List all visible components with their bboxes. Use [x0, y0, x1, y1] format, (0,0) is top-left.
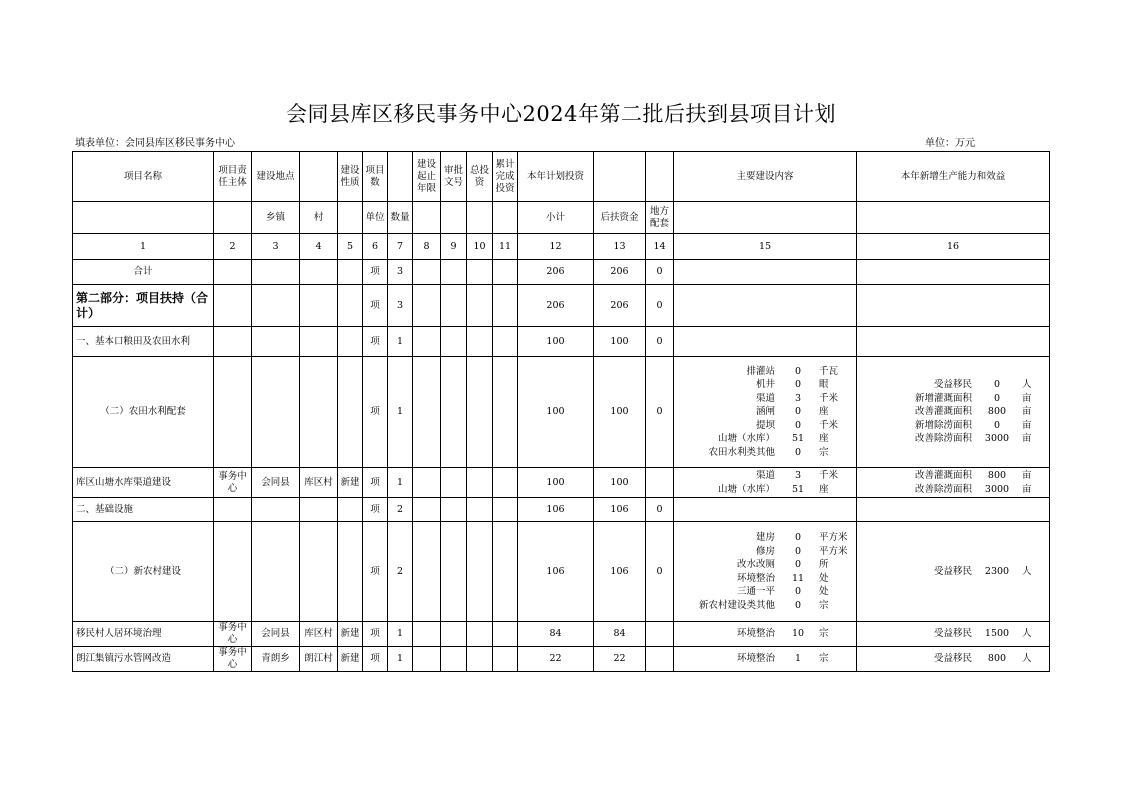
content-unit: 处 [819, 572, 829, 584]
row-subtotal: 100 [518, 468, 594, 498]
content-value: 3 [794, 470, 802, 481]
row-name: 朗江集镇污水管网改造 [73, 647, 214, 672]
benefit-unit: 亩 [1022, 470, 1032, 481]
row-village: 库区村 [300, 468, 338, 498]
content-value: 0 [794, 586, 802, 597]
row-unit: 项 [363, 522, 388, 622]
benefit-value: 800 [987, 653, 1007, 665]
content-item: 环境整治 [736, 572, 775, 584]
content-unit: 千米 [819, 392, 839, 404]
benefit-item: 改善灌溉面积 [914, 406, 972, 418]
hdr-subtotal: 小计 [518, 202, 594, 234]
benefit-value: 0 [993, 419, 1001, 431]
col-num: 13 [594, 234, 646, 260]
content-item: 环境整治 [736, 653, 775, 665]
row-unit: 项 [363, 622, 388, 647]
benefit-cell [857, 468, 1050, 498]
benefit-item: 受益移民 [933, 628, 972, 640]
benefit-value: 0 [993, 392, 1001, 404]
row-name: 一、基本口粮田及农田水利 [73, 327, 214, 357]
benefit-unit: 人 [1022, 379, 1032, 391]
table-row-sec2 [73, 498, 1050, 522]
hdr-cumulative: 累计完成投资 [493, 152, 518, 202]
benefit-unit: 亩 [1022, 392, 1032, 404]
hdr-blank-14 [646, 152, 674, 202]
content-value: 0 [794, 559, 802, 570]
row-unit: 项 [363, 260, 388, 285]
table-row-part2 [73, 285, 1050, 327]
col-num: 16 [857, 234, 1050, 260]
content-item: 山塘（水库） [717, 433, 775, 445]
content-item: 环境整治 [736, 628, 775, 640]
row-support: 100 [594, 357, 646, 468]
content-unit: 宗 [819, 446, 829, 458]
content-value: 0 [794, 446, 802, 458]
benefit-unit: 亩 [1022, 419, 1032, 431]
row-qty: 1 [388, 327, 413, 357]
row-unit: 项 [363, 468, 388, 498]
content-item: 三通一平 [736, 586, 775, 597]
row-unit: 项 [363, 327, 388, 357]
content-unit: 所 [819, 559, 829, 570]
hdr-benefit: 本年新增生产能力和效益 [857, 152, 1050, 202]
benefit-cell [857, 357, 1050, 468]
hdr-annual-inv: 本年计划投资 [518, 152, 594, 202]
content-item: 渠道 [755, 470, 775, 481]
row-support: 100 [594, 327, 646, 357]
row-name: （二）新农村建设 [73, 522, 214, 622]
row-local: 0 [646, 260, 674, 285]
col-num: 10 [467, 234, 493, 260]
content-value: 0 [794, 545, 802, 557]
hdr-count: 项目数 [363, 152, 388, 202]
benefit-item: 受益移民 [933, 379, 972, 391]
content-value: 11 [791, 572, 805, 584]
content-value: 0 [794, 379, 802, 391]
row-subtotal: 206 [518, 260, 594, 285]
row-resp: 事务中心 [214, 468, 252, 498]
content-item: 修房 [755, 545, 775, 557]
row-village: 库区村 [300, 622, 338, 647]
row-town: 青朗乡 [252, 647, 300, 672]
hdr-location: 建设地点 [252, 152, 300, 202]
col-num: 15 [674, 234, 857, 260]
row-support: 22 [594, 647, 646, 672]
row-qty: 1 [388, 357, 413, 468]
hdr-approval: 审批文号 [441, 152, 467, 202]
benefit-item: 改善除涝面积 [914, 433, 972, 445]
hdr-blank-4 [300, 152, 338, 202]
row-unit: 项 [363, 285, 388, 327]
benefit-item: 受益移民 [933, 653, 972, 665]
row-local: 0 [646, 285, 674, 327]
content-unit: 座 [819, 433, 829, 445]
benefit-item: 新增除涝面积 [914, 419, 972, 431]
col-num: 9 [441, 234, 467, 260]
row-qty: 1 [388, 647, 413, 672]
col-num: 12 [518, 234, 594, 260]
content-unit: 平方米 [819, 545, 848, 557]
row-local: 0 [646, 498, 674, 522]
benefit-value: 3000 [984, 483, 1010, 495]
content-cell [674, 522, 857, 622]
benefit-value: 800 [987, 470, 1007, 481]
benefit-item: 改善除涝面积 [914, 483, 972, 495]
row-subtotal: 22 [518, 647, 594, 672]
page-title: 会同县库区移民事务中心2024年第二批后扶到县项目计划 [286, 102, 836, 126]
currency-unit: 单位：万元 [925, 138, 975, 149]
benefit-unit: 人 [1022, 653, 1032, 665]
hdr-unit: 单位 [363, 202, 388, 234]
content-unit: 座 [819, 406, 829, 418]
table-row-proj2 [73, 622, 1050, 647]
content-cell [674, 647, 857, 672]
content-value: 10 [791, 628, 805, 640]
row-town: 会同县 [252, 622, 300, 647]
row-name: 第二部分：项目扶持（合计） [73, 285, 214, 327]
col-num: 7 [388, 234, 413, 260]
content-unit: 宗 [819, 599, 829, 611]
content-unit: 千米 [819, 470, 839, 481]
content-item: 山塘（水库） [717, 483, 775, 495]
benefit-cell [857, 622, 1050, 647]
content-cell [674, 622, 857, 647]
content-unit: 座 [819, 483, 829, 495]
hdr-main-content: 主要建设内容 [674, 152, 857, 202]
benefit-unit: 亩 [1022, 406, 1032, 418]
hdr-period: 建设起止年限 [413, 152, 441, 202]
col-num: 3 [252, 234, 300, 260]
benefit-item: 新增灌溉面积 [914, 392, 972, 404]
content-value: 0 [794, 406, 802, 418]
row-nature: 新建 [338, 647, 363, 672]
content-unit: 处 [819, 586, 829, 597]
content-item: 建房 [755, 532, 775, 543]
content-item: 涵闸 [755, 406, 775, 418]
benefit-unit: 人 [1022, 628, 1032, 640]
row-name: （二）农田水利配套 [73, 357, 214, 468]
table-row-sec1 [73, 327, 1050, 357]
hdr-village: 村 [300, 202, 338, 234]
row-subtotal: 106 [518, 522, 594, 622]
content-value: 0 [794, 599, 802, 611]
row-support: 206 [594, 260, 646, 285]
row-support: 106 [594, 522, 646, 622]
col-num: 11 [493, 234, 518, 260]
benefit-value: 1500 [984, 628, 1010, 640]
hdr-resp: 项目责任主体 [214, 152, 252, 202]
col-num: 1 [73, 234, 214, 260]
benefit-cell [857, 647, 1050, 672]
row-subtotal: 106 [518, 498, 594, 522]
content-value: 3 [794, 392, 802, 404]
row-village: 朗江村 [300, 647, 338, 672]
content-item: 提坝 [755, 419, 775, 431]
row-local: 0 [646, 357, 674, 468]
row-subtotal: 100 [518, 357, 594, 468]
column-number-row [73, 234, 1050, 260]
benefit-unit: 人 [1022, 565, 1032, 577]
content-unit: 平方米 [819, 532, 848, 543]
benefit-value: 0 [993, 379, 1001, 391]
benefit-value: 2300 [984, 565, 1010, 577]
content-unit: 千瓦 [819, 365, 839, 377]
row-name: 二、基础设施 [73, 498, 214, 522]
row-qty: 2 [388, 498, 413, 522]
content-item: 农田水利类其他 [708, 446, 775, 458]
row-unit: 项 [363, 357, 388, 468]
benefit-unit: 亩 [1022, 433, 1032, 445]
benefit-unit: 亩 [1022, 483, 1032, 495]
row-name: 库区山塘水库渠道建设 [73, 468, 214, 498]
benefit-item: 受益移民 [933, 565, 972, 577]
content-unit: 眼 [819, 379, 829, 391]
content-item: 渠道 [755, 392, 775, 404]
row-local: 0 [646, 327, 674, 357]
content-item: 新农村建设类其他 [698, 599, 775, 611]
row-subtotal: 100 [518, 327, 594, 357]
col-num: 5 [338, 234, 363, 260]
col-num: 14 [646, 234, 674, 260]
row-qty: 3 [388, 260, 413, 285]
row-qty: 2 [388, 522, 413, 622]
fill-unit: 填表单位：会同县库区移民事务中心 [75, 138, 235, 149]
content-unit: 宗 [819, 628, 829, 640]
table-row-sub2 [73, 522, 1050, 622]
header-row-2 [73, 202, 1050, 234]
content-value: 0 [794, 419, 802, 431]
table-row-proj1 [73, 468, 1050, 498]
project-plan-table [72, 151, 1050, 672]
hdr-town: 乡镇 [252, 202, 300, 234]
row-nature: 新建 [338, 468, 363, 498]
header-row-1 [73, 152, 1050, 202]
benefit-item: 改善灌溉面积 [914, 470, 972, 481]
table-row-total [73, 260, 1050, 285]
row-unit: 项 [363, 647, 388, 672]
col-num: 2 [214, 234, 252, 260]
hdr-blank-7 [388, 152, 413, 202]
col-num: 4 [300, 234, 338, 260]
content-unit: 宗 [819, 653, 829, 665]
row-qty: 3 [388, 285, 413, 327]
content-value: 51 [791, 483, 805, 495]
content-cell [674, 357, 857, 468]
content-unit: 千米 [819, 419, 839, 431]
benefit-cell [857, 522, 1050, 622]
table-row-proj3 [73, 647, 1050, 672]
row-town: 会同县 [252, 468, 300, 498]
hdr-local-fund: 地方配套 [646, 202, 674, 234]
benefit-value: 800 [987, 406, 1007, 418]
content-value: 1 [794, 653, 802, 665]
content-value: 0 [794, 532, 802, 543]
row-qty: 1 [388, 468, 413, 498]
hdr-qty: 数量 [388, 202, 413, 234]
row-resp: 事务中心 [214, 647, 252, 672]
row-support: 106 [594, 498, 646, 522]
row-name: 移民村人居环境治理 [73, 622, 214, 647]
row-resp: 事务中心 [214, 622, 252, 647]
row-support: 100 [594, 468, 646, 498]
content-cell [674, 468, 857, 498]
hdr-total-inv: 总投资 [467, 152, 493, 202]
col-num: 8 [413, 234, 441, 260]
hdr-support-fund: 后扶资金 [594, 202, 646, 234]
hdr-blank-13 [594, 152, 646, 202]
row-unit: 项 [363, 498, 388, 522]
row-support: 206 [594, 285, 646, 327]
row-name: 合计 [73, 260, 214, 285]
content-value: 0 [794, 365, 802, 377]
hdr-name: 项目名称 [73, 152, 214, 202]
content-value: 51 [791, 433, 805, 445]
row-support: 84 [594, 622, 646, 647]
content-item: 排灌站 [746, 365, 775, 377]
content-item: 改水改厕 [736, 559, 775, 570]
content-item: 机井 [755, 379, 775, 391]
row-qty: 1 [388, 622, 413, 647]
row-local: 0 [646, 522, 674, 622]
benefit-value: 3000 [984, 433, 1010, 445]
table-row-sub1 [73, 357, 1050, 468]
row-subtotal: 84 [518, 622, 594, 647]
row-subtotal: 206 [518, 285, 594, 327]
hdr-nature: 建设性质 [338, 152, 363, 202]
row-nature: 新建 [338, 622, 363, 647]
col-num: 6 [363, 234, 388, 260]
